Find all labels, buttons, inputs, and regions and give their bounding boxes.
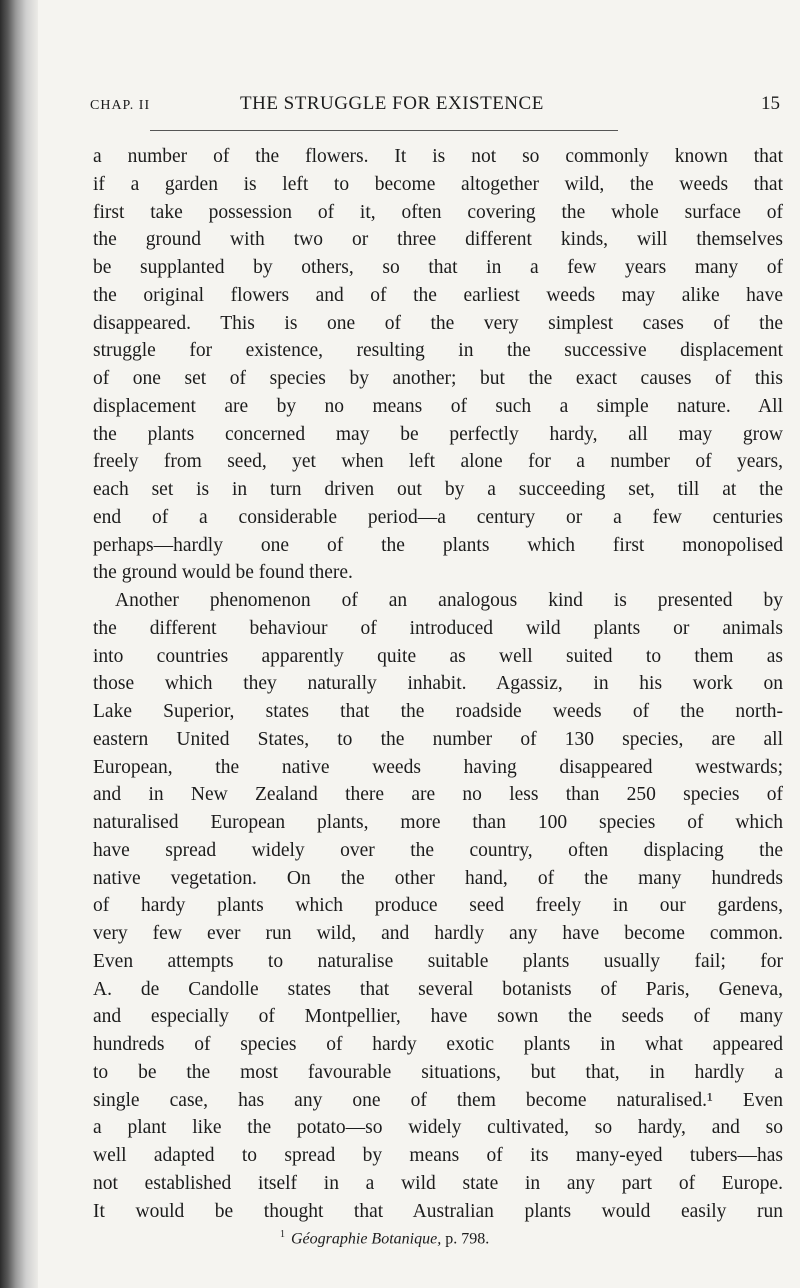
text-line: It would be thought that Australian plants would easily run	[93, 1200, 783, 1222]
text-line: the plants concerned may be perfectly hardy, all may grow	[93, 423, 783, 445]
text-line: and in New Zealand there are no less than 250 species of	[93, 784, 783, 806]
text-line: naturalised European plants, more than 100 species of which	[93, 812, 783, 833]
page-number: 15	[761, 93, 780, 114]
text-line: well adapted to spread by means of its many-eyed tubers—has	[93, 1145, 783, 1166]
text-line: the original flowers and of the earliest weeds may alike have	[93, 284, 783, 306]
footnote-marker: 1	[280, 1229, 285, 1240]
text-line: to be the most favourable situations, but that, in hardly a	[93, 1061, 783, 1083]
text-line: into countries apparently quite as well suited to them as	[93, 645, 783, 667]
paragraph-start-line: Another phenomenon of an analogous kind is presented by	[115, 590, 783, 611]
footnote	[280, 1229, 489, 1248]
text-line: first take possession of it, often covering the whole surface of	[93, 201, 783, 223]
text-line: single case, has any one of them become naturalised.¹ Even	[93, 1089, 783, 1111]
text-line: have spread widely over the country, often displacing the	[93, 839, 783, 861]
text-line: displacement are by no means of such a simple nature. All	[93, 395, 783, 417]
chapter-label: CHAP. II	[90, 98, 151, 113]
text-line: the ground with two or three different kinds, will themselves	[93, 229, 783, 251]
text-line: struggle for existence, resulting in the successive displacement	[93, 340, 783, 362]
text-line: be supplanted by others, so that in a few years many of	[93, 257, 783, 278]
text-line: A. de Candolle states that several botanists of Paris, Geneva,	[93, 978, 783, 1000]
text-line: hundreds of species of hardy exotic plants in what appeared	[93, 1034, 783, 1055]
footnote-page-ref: p. 798.	[445, 1230, 490, 1248]
text-line: and especially of Montpellier, have sown the seeds of many	[93, 1006, 783, 1028]
text-line: perhaps—hardly one of the plants which first monopolised	[93, 534, 783, 556]
footnote-title: Géographie Botanique,	[291, 1230, 442, 1248]
text-line: if a garden is left to become altogether wild, the weeds that	[93, 173, 783, 195]
text-line: those which they naturally inhabit. Agassiz, in his work on	[93, 673, 783, 695]
text-line: very few ever run wild, and hardly any have become common.	[93, 923, 783, 944]
text-line: the different behaviour of introduced wild plants or animals	[93, 617, 783, 639]
text-line: end of a considerable period—a century or a few centuries	[93, 506, 783, 528]
text-line: not established itself in a wild state in any part of Europe.	[93, 1172, 783, 1194]
running-title: THE STRUGGLE FOR EXISTENCE	[240, 93, 544, 114]
running-header	[90, 93, 782, 123]
body-text	[93, 143, 783, 1225]
text-line: eastern United States, to the number of 130 species, are all	[93, 728, 783, 750]
text-line: freely from seed, yet when left alone for a number of years,	[93, 451, 783, 473]
text-line: of hardy plants which produce seed freely in our gardens,	[93, 895, 783, 917]
text-line: each set is in turn driven out by a succeeding set, till at the	[93, 479, 783, 500]
text-line: Lake Superior, states that the roadside weeds of the north-	[93, 701, 783, 722]
text-line: of one set of species by another; but the exact causes of this	[93, 368, 783, 389]
header-rule	[150, 130, 618, 131]
book-spine-shadow	[0, 0, 38, 1288]
text-line: Even attempts to naturalise suitable plants usually fail; for	[93, 950, 783, 972]
text-line: disappeared. This is one of the very simplest cases of the	[93, 312, 783, 334]
text-line: a number of the flowers. It is not so commonly known that	[93, 146, 783, 167]
text-line: a plant like the potato—so widely cultivated, so hardy, and so	[93, 1117, 783, 1139]
text-line: European, the native weeds having disappeared westwards;	[93, 756, 783, 778]
text-line: native vegetation. On the other hand, of the many hundreds	[93, 867, 783, 889]
text-line: the ground would be found there.	[93, 562, 353, 584]
